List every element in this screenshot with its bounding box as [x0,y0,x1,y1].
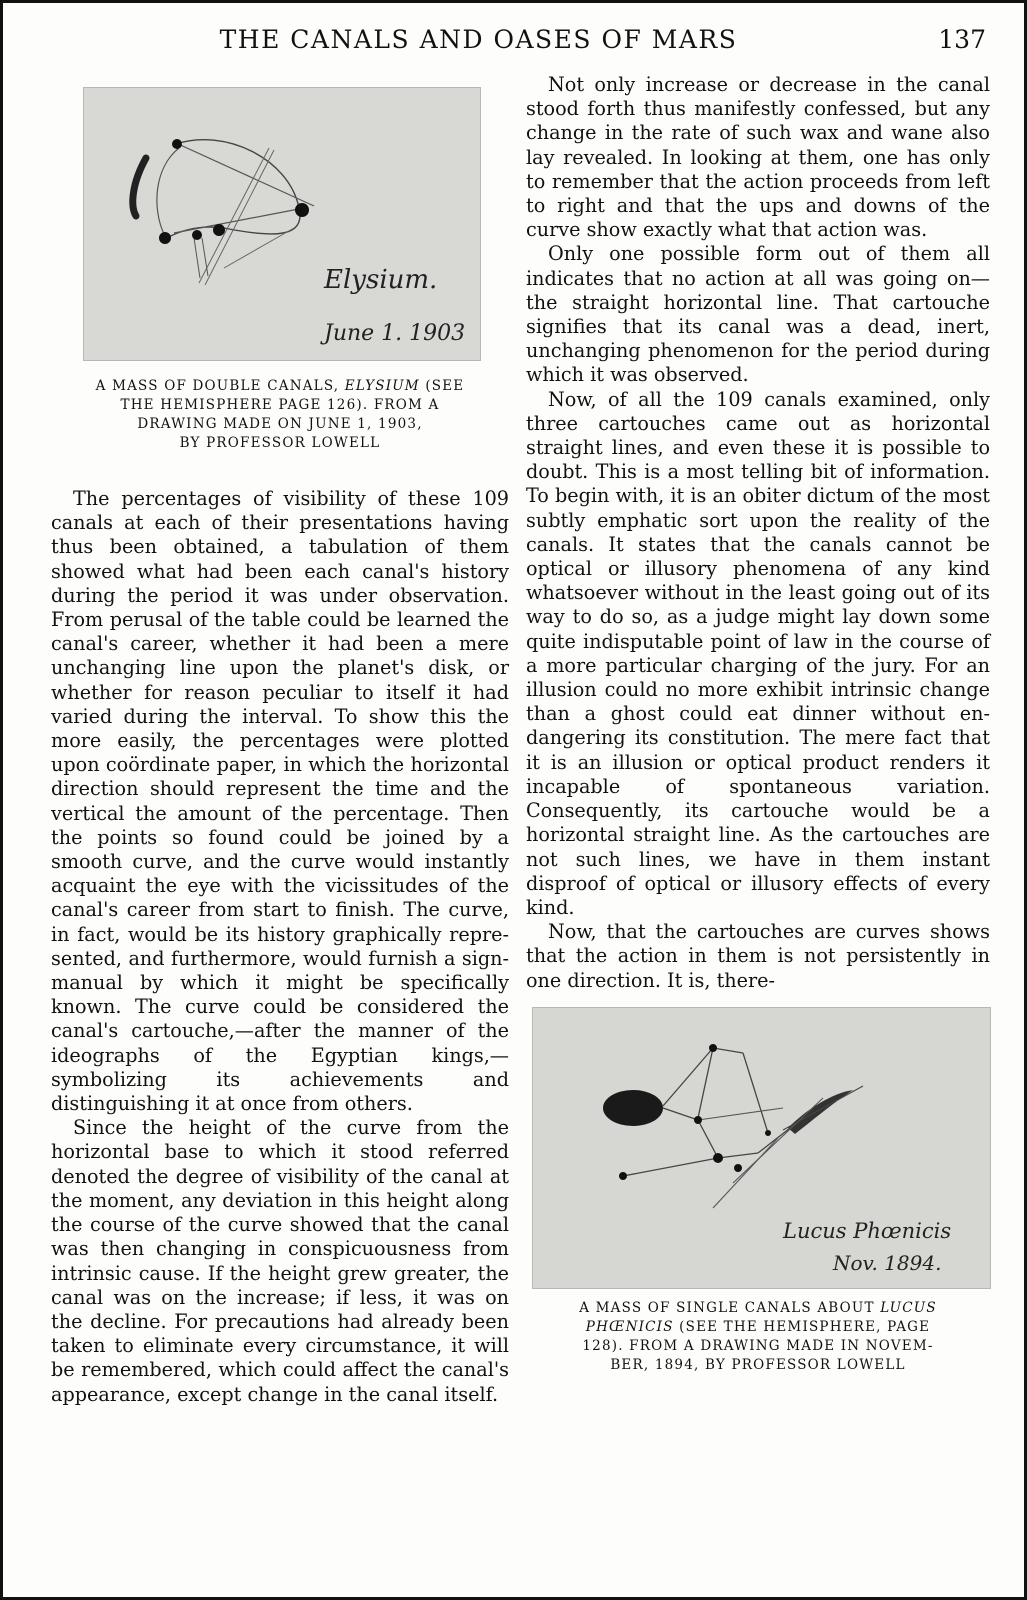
elysium-caption [51,377,509,453]
elysium-sketch-illustration [84,88,480,360]
page-header [43,25,994,61]
right-body-text [526,73,990,993]
caption-text: (SEE [419,378,465,394]
caption-line [526,1299,990,1318]
svg-text:Elysium.: Elysium. [324,265,438,295]
paragraph: Not only increase or decrease in the canal stood forth thus manifestly confessed, but any change in the rate of such wax and wane also lay revealed. In looking at them, one has only to remember that the action proceeds from left to right and that the ups and downs of the curve show exactly what that action was. [526,73,990,242]
caption-line: DRAWING MADE ON JUNE 1, 1903, [137,416,423,432]
svg-text:Nov. 1894.: Nov. 1894. [833,1250,942,1275]
svg-text:Lucus Phœnicis: Lucus Phœnicis [783,1218,952,1243]
caption-text: A MASS OF DOUBLE CANALS, [95,378,345,394]
lucus-phoenicis-caption [526,1299,990,1375]
right-column [526,73,990,1577]
caption-line [526,1318,990,1337]
lucus-phoenicis-drawing [532,1007,991,1289]
paragraph: Now, that the cartouches are curves shows that the action in them is not persistently in one direction. It is, there- [526,920,990,992]
elysium-drawing [83,87,481,361]
paragraph: Only one possible form out of them all indicates that no action at all was going on—the straight horizontal line. That cartouche signifies that its canal was a dead, inert, unchanging phenomenon for the period during which it was observed. [526,242,990,387]
caption-line: THE HEMISPHERE PAGE 126). FROM A [120,397,440,413]
svg-text:June 1. 1903: June 1. 1903 [324,321,466,346]
caption-line: BY PROFESSOR LOWELL [179,435,381,451]
caption-italic: ELYSIUM [344,378,420,394]
lucus-phoenicis-sketch-illustration [533,1008,990,1288]
paragraph: The percentages of visibility of these 109 canals at each of their presentations having thus been obtained, a tabulation of them showed what had been each canal's history during the period it was under observation. From perusal of the table could be learned the canal's career, whether it had been a mere unchanging line upon the planet's disk, or whether for reason peculiar to itself it had varied during the interval. To show this the more easily, the percentages were plotted upon coördinate paper, in which the horizontal direction should represent the time and the vertical the amount of the percentage. Then the points so found could be joined by a smooth curve, and the curve would instantly acquaint the eye with the vicissitudes of the canal's career from start to finish. The curve, in fact, would be its history graphically represented, and furthermore, would furnish a sign-manual by which it might be specifically known. The curve could be considered the canal's cartouche,—after the manner of the ideographs of the Egyptian kings,—symbolizing its achievements and distinguishing it at once from others. [51,487,509,1116]
caption-text: (SEE THE HEMISPHERE, PAGE [673,1318,931,1335]
caption-text: A MASS OF SINGLE CANALS ABOUT [579,1299,881,1316]
caption-line [51,377,509,396]
left-column [51,73,509,1577]
caption-italic: PHŒNICIS [585,1318,674,1335]
caption-line: 128). FROM A DRAWING MADE IN NOVEM- [582,1337,934,1354]
paragraph: Since the height of the curve from the horizontal base to which it stood referred denoted the degree of visibility of the canal at the moment, any deviation in this height along the course of the curve showed that the canal was then changing in conspicuousness from intrinsic cause. If the height grew greater, the canal was on the increase; if less, it was on the decline. For precautions had already been taken to eliminate every circumstance, it will be remembered, which could affect the canal's appearance, except change in the canal itself. [51,1116,509,1406]
page-number: 137 [938,25,986,54]
paragraph: Now, of all the 109 canals examined, only three cartouches came out as horizontal straight lines, and even these it is possible to doubt. This is a most telling bit of information. To begin with, it is an obiter dictum of the most subtly emphatic sort upon the reality of the canals. It states that the canals cannot be optical or illusory phenomena of any kind whatsoever without in the least going out of its way to do so, as a judge might lay down some quite indisputable point of law in the course of a more particular charging of the jury. For an illusion could no more exhibit intrinsic change than a ghost could eat dinner without endangering its constitution. The mere fact that it is an illusion or optical product renders it incapable of spontaneous variation. Consequently, its cartouche would be a horizontal straight line. As the cartouches are not such lines, we have in them instant disproof of optical or illusory effects of every kind. [526,387,990,919]
caption-line: BER, 1894, BY PROFESSOR LOWELL [610,1356,906,1373]
left-body-text [51,487,509,1407]
running-title: THE CANALS AND OASES OF MARS [219,25,738,54]
caption-italic: LUCUS [880,1299,937,1316]
